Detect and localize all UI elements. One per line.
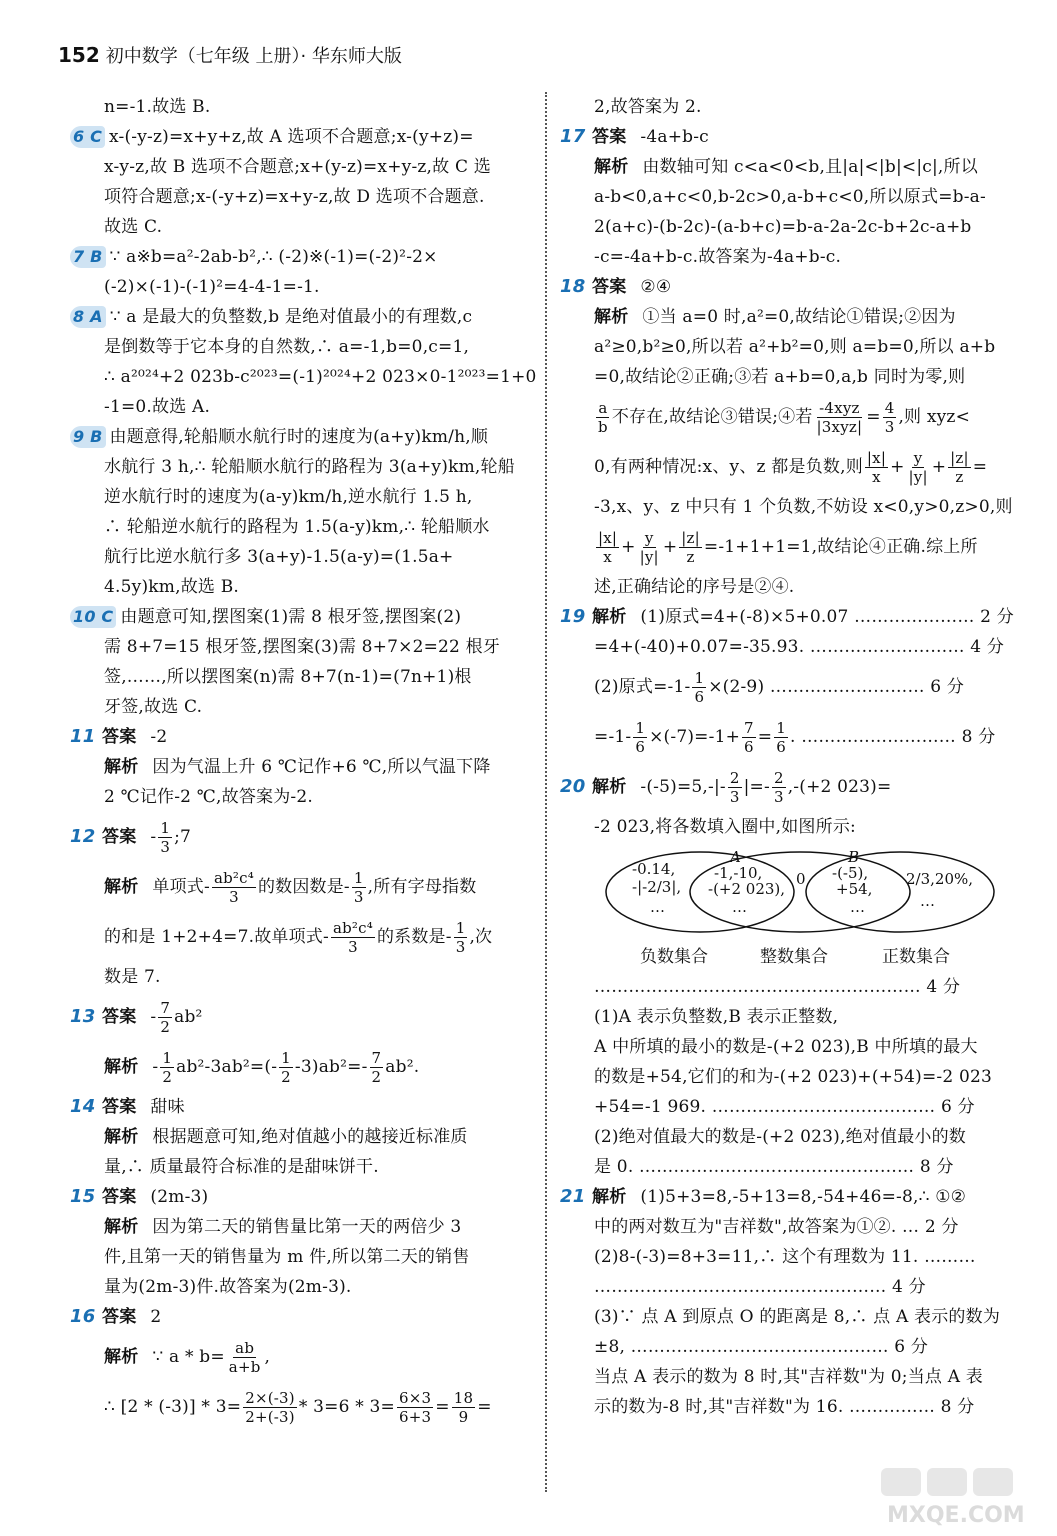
venn-label-a: A bbox=[730, 848, 741, 866]
text-line: 中的两对数互为"吉祥数",故答案为①②. … 2 分 bbox=[594, 1217, 959, 1237]
answer-value: (2m-3) bbox=[150, 1187, 209, 1207]
fraction bbox=[212, 869, 256, 906]
fraction bbox=[774, 719, 788, 756]
numerator: 1 bbox=[776, 719, 786, 737]
text: ,次 bbox=[469, 927, 493, 947]
denominator: 2 bbox=[371, 1068, 382, 1086]
numerator: |z| bbox=[950, 449, 969, 467]
denominator: 9 bbox=[458, 1408, 469, 1426]
text-line: 当点 A 表示的数为 8 时,其"吉祥数"为 0;当点 A 表 bbox=[594, 1367, 983, 1387]
numerator: |x| bbox=[598, 529, 618, 547]
text-line: (-2)×(-1)-(-1)²=4-4-1=-1. bbox=[104, 277, 320, 297]
text: + bbox=[662, 537, 678, 557]
answer-value: 2 bbox=[150, 1307, 162, 1327]
numerator: 1 bbox=[635, 719, 646, 737]
text-line: ∴ 轮船逆水航行的路程为 1.5(a-y)km,∴ 轮船顺水 bbox=[104, 517, 490, 537]
venn-label-b: B bbox=[848, 848, 860, 866]
venn-positive-item: … bbox=[920, 892, 935, 910]
denominator: 3 bbox=[229, 888, 239, 906]
text: ab². bbox=[385, 1057, 420, 1077]
question-number: 21 bbox=[560, 1186, 586, 1207]
text-line: 是倒数等于它本身的自然数,∴ a=-1,b=0,c=1, bbox=[104, 337, 470, 357]
question-number: 14 bbox=[70, 1096, 96, 1117]
denominator: 3 bbox=[884, 418, 895, 436]
fraction bbox=[158, 999, 172, 1036]
denominator: 6 bbox=[694, 688, 705, 706]
text-line: ∵ a※b=a²-2ab-b²,∴ (-2)※(-1)=(-2)²-2× bbox=[109, 247, 438, 267]
fraction bbox=[596, 529, 619, 566]
question-15 bbox=[70, 1182, 510, 1302]
answer-tag: 10 C bbox=[70, 606, 116, 628]
fraction bbox=[158, 819, 172, 856]
text: 单项式- bbox=[152, 877, 210, 897]
text: -3)ab²=- bbox=[294, 1057, 368, 1077]
text: ,所有字母指数 bbox=[367, 877, 477, 897]
fraction bbox=[279, 1049, 293, 1086]
analysis-label: 解析 bbox=[104, 877, 139, 897]
numerator: 18 bbox=[453, 1389, 474, 1407]
text-line: x-(-y-z)=x+y+z,故 A 选项不合题意;x-(y+z)= bbox=[109, 127, 474, 147]
text-line: (2)绝对值最大的数是-(+2 023),绝对值最小的数 bbox=[594, 1127, 967, 1147]
text: = bbox=[866, 407, 881, 427]
denominator: a+b bbox=[228, 1358, 261, 1376]
text-line: 2,故答案为 2. bbox=[594, 97, 702, 117]
right-column bbox=[560, 92, 1025, 1422]
answer-label: 答案 bbox=[102, 1187, 137, 1207]
question-12 bbox=[70, 812, 510, 992]
denominator: x bbox=[603, 548, 612, 566]
text: - bbox=[152, 1057, 159, 1077]
analysis-label: 解析 bbox=[104, 1057, 139, 1077]
text-line: 件,且第一天的销售量为 m 件,所以第二天的销售 bbox=[104, 1247, 470, 1267]
fraction bbox=[679, 529, 702, 566]
numerator: -4xyz bbox=[819, 399, 860, 417]
watermark-text: MXQE.COM bbox=[887, 1503, 1025, 1528]
numerator: 6×3 bbox=[399, 1389, 432, 1407]
text-line: +54=-1 969. ………………………………… 6 分 bbox=[594, 1097, 975, 1117]
text-line: -1=0.故选 A. bbox=[104, 397, 211, 417]
text: = bbox=[757, 727, 773, 747]
text-line: 示的数为-8 时,其"吉祥数"为 16. …………… 8 分 bbox=[594, 1397, 975, 1417]
analysis-label: 解析 bbox=[104, 1217, 139, 1237]
watermark-shape bbox=[881, 1468, 921, 1496]
denominator: 3 bbox=[729, 788, 740, 806]
numerator: 1 bbox=[281, 1049, 291, 1067]
text-line: 4.5y)km,故选 B. bbox=[104, 577, 239, 597]
question-8 bbox=[70, 302, 537, 422]
text: -(-5)=5,-|- bbox=[640, 777, 726, 797]
text: 的和是 1+2+4=7.故单项式- bbox=[104, 927, 329, 947]
denominator: 3 bbox=[353, 888, 364, 906]
fraction bbox=[454, 919, 468, 956]
answer-value: 甜味 bbox=[150, 1097, 185, 1117]
text: 的系数是- bbox=[376, 927, 452, 947]
numerator: 4 bbox=[884, 399, 895, 417]
text: + bbox=[621, 537, 636, 557]
denominator: 6 bbox=[744, 738, 754, 756]
text-line: 需 8+7=15 根牙签,摆图案(3)需 8+7×2=22 根牙 bbox=[104, 637, 501, 657]
watermark-logo bbox=[877, 1464, 1047, 1528]
answer-label: 答案 bbox=[102, 1007, 137, 1027]
numerator: a bbox=[598, 399, 608, 417]
text-line: …………………………………………… 4 分 bbox=[594, 1277, 926, 1297]
text: + bbox=[931, 457, 947, 477]
question-number: 11 bbox=[70, 726, 96, 747]
question-number: 13 bbox=[70, 1006, 96, 1027]
numerator: ab²c⁴ bbox=[213, 869, 254, 887]
numerator: 2 bbox=[729, 769, 740, 787]
question-20 bbox=[560, 762, 1025, 1182]
book-title: 初中数学（七年级 上册）· 华东师大版 bbox=[105, 46, 402, 67]
question-number: 15 bbox=[70, 1186, 96, 1207]
text: ×(-7)=-1+ bbox=[649, 727, 741, 747]
numerator: 7 bbox=[371, 1049, 382, 1067]
question-number: 12 bbox=[70, 826, 96, 847]
watermark-shape bbox=[973, 1468, 1013, 1496]
fraction bbox=[772, 769, 786, 806]
analysis-label: 解析 bbox=[592, 607, 627, 627]
numerator: y bbox=[644, 529, 654, 547]
denominator: 3 bbox=[348, 938, 358, 956]
denominator: 2 bbox=[281, 1068, 291, 1086]
text: + bbox=[890, 457, 905, 477]
text-line: ①当 a=0 时,a²=0,故结论①错误;②因为 bbox=[642, 307, 956, 327]
fraction bbox=[865, 449, 888, 486]
text-line: 故选 C. bbox=[104, 217, 163, 237]
text-line: (2)8-(-3)=8+3=11,∴ 这个有理数为 11. ……… bbox=[594, 1247, 976, 1267]
fraction bbox=[638, 529, 661, 566]
question-11 bbox=[70, 722, 510, 812]
text-line: ∵ a 是最大的负整数,b 是绝对值最小的有理数,c bbox=[109, 307, 473, 327]
answer-label: 答案 bbox=[102, 727, 137, 747]
text-line: 因为气温上升 6 ℃记作+6 ℃,所以气温下降 bbox=[152, 757, 491, 777]
venn-a-item: -1,-10, bbox=[714, 864, 763, 882]
left-column bbox=[70, 92, 537, 1432]
text-line: a-b<0,a+c<0,b-2c>0,a-b+c<0,所以原式=b-a- bbox=[594, 187, 986, 207]
text: 不存在,故结论③错误;④若 bbox=[611, 407, 813, 427]
fraction bbox=[742, 719, 756, 756]
answer-tag: 6 C bbox=[70, 126, 105, 148]
venn-negative-item: … bbox=[650, 898, 665, 916]
text: . ……………………… 8 分 bbox=[789, 727, 996, 747]
denominator: |y| bbox=[908, 468, 928, 486]
text-line: -2 023,将各数填入圈中,如图所示: bbox=[594, 817, 856, 837]
text-line: 项符合题意;x-(-y+z)=x+y-z,故 D 选项不合题意. bbox=[104, 187, 485, 207]
text-line: =0,故结论②正确;③若 a+b=0,a,b 同时为零,则 bbox=[594, 367, 966, 387]
question-17 bbox=[560, 122, 1025, 272]
numerator: 2×(-3) bbox=[245, 1389, 295, 1407]
question-18 bbox=[560, 272, 1025, 602]
text-line: -3,x、y、z 中只有 1 个负数,不妨设 x<0,y>0,z>0,则 bbox=[594, 497, 1013, 517]
numerator: 1 bbox=[455, 919, 466, 937]
fraction bbox=[728, 769, 742, 806]
answer-value: ②④ bbox=[640, 277, 672, 297]
fraction bbox=[692, 669, 706, 706]
text-line: 签,……,所以摆图案(n)需 8+7(n-1)=(7n+1)根 bbox=[104, 667, 472, 687]
question-21 bbox=[560, 1182, 1025, 1422]
text-line: 由题意可知,摆图案(1)需 8 根牙签,摆图案(2) bbox=[120, 607, 462, 627]
venn-zero: 0 bbox=[796, 870, 806, 888]
text-line: 水航行 3 h,∴ 轮船顺水航行的路程为 3(a+y)km,轮船 bbox=[104, 457, 515, 477]
text: ,-(+2 023)= bbox=[787, 777, 892, 797]
question-10 bbox=[70, 602, 510, 722]
venn-diagram bbox=[560, 848, 1025, 968]
answer-value: -2 bbox=[150, 727, 168, 747]
analysis-label: 解析 bbox=[104, 757, 139, 777]
denominator: z bbox=[955, 468, 964, 486]
text-line: 根据题意可知,绝对值越小的越接近标准质 bbox=[152, 1127, 468, 1147]
text-line: 量为(2m-3)件.故答案为(2m-3). bbox=[104, 1277, 352, 1297]
text: * 3=6 * 3= bbox=[298, 1397, 395, 1417]
answer-value: ab² bbox=[174, 1007, 203, 1027]
text-line: 航行比逆水航行多 3(a+y)-1.5(a-y)=(1.5a+ bbox=[104, 547, 454, 567]
numerator: 1 bbox=[160, 819, 171, 837]
answer-value: ;7 bbox=[174, 827, 192, 847]
denominator: 2 bbox=[160, 1018, 171, 1036]
answer-label: 答案 bbox=[102, 1097, 137, 1117]
question-number: 18 bbox=[560, 276, 586, 297]
denominator: 6+3 bbox=[399, 1408, 432, 1426]
analysis-label: 解析 bbox=[104, 1127, 139, 1147]
denominator: z bbox=[686, 548, 695, 566]
denominator: |y| bbox=[639, 548, 659, 566]
text: ,则 xyz< bbox=[898, 407, 971, 427]
fraction bbox=[370, 1049, 384, 1086]
text: ∵ a * b= bbox=[152, 1347, 225, 1367]
text: = bbox=[435, 1397, 450, 1417]
page-header bbox=[58, 42, 402, 72]
text: , bbox=[264, 1347, 271, 1367]
text: =-1- bbox=[594, 727, 632, 747]
answer-label: 答案 bbox=[592, 127, 627, 147]
text: 的数因数是- bbox=[257, 877, 350, 897]
fraction bbox=[452, 1389, 476, 1426]
numerator: 1 bbox=[353, 869, 364, 887]
question-number: 19 bbox=[560, 606, 586, 627]
answer-sign: - bbox=[150, 1007, 157, 1027]
numerator: |z| bbox=[681, 529, 700, 547]
question-9 bbox=[70, 422, 515, 602]
fraction bbox=[948, 449, 971, 486]
text: ∴ [2 * (-3)] * 3= bbox=[104, 1397, 242, 1417]
question-13 bbox=[70, 992, 510, 1092]
watermark-graphic bbox=[877, 1464, 1047, 1528]
question-16 bbox=[70, 1302, 510, 1432]
numerator: 7 bbox=[744, 719, 754, 737]
denominator: x bbox=[872, 468, 881, 486]
venn-a-item: -(+2 023), bbox=[708, 880, 786, 898]
fraction bbox=[883, 399, 897, 436]
text: ab²-3ab²=(- bbox=[176, 1057, 278, 1077]
denominator: 3 bbox=[160, 838, 171, 856]
text-line: =4+(-40)+0.07=-35.93. ……………………… 4 分 bbox=[594, 637, 1005, 657]
venn-b-item: +54, bbox=[836, 880, 873, 898]
denominator: 6 bbox=[776, 738, 786, 756]
fraction bbox=[397, 1389, 433, 1426]
text-line: (1)原式=4+(-8)×5+0.07 ………………… 2 分 bbox=[640, 607, 1014, 627]
text-line: 的数是+54,它们的和为-(+2 023)+(+54)=-2 023 bbox=[594, 1067, 993, 1087]
text-line: 由数轴可知 c<a<0<b,且|a|<|b|<|c|,所以 bbox=[642, 157, 978, 177]
fraction bbox=[633, 719, 647, 756]
page-number: 152 bbox=[58, 43, 100, 67]
text-line: 2 ℃记作-2 ℃,故答案为-2. bbox=[104, 787, 313, 807]
venn-positive-item: 2/3,20%, bbox=[906, 870, 974, 888]
fraction bbox=[160, 1049, 174, 1086]
venn-b-item: … bbox=[850, 898, 865, 916]
analysis-label: 解析 bbox=[594, 307, 629, 327]
numerator: 2 bbox=[773, 769, 784, 787]
venn-negative-item: -0.14, bbox=[632, 860, 676, 878]
numerator: |x| bbox=[866, 449, 887, 467]
text-line: -c=-4a+b-c.故答案为-4a+b-c. bbox=[594, 247, 842, 267]
text-line: 是 0. ………………………………………… 8 分 bbox=[594, 1157, 954, 1177]
text: 0,有两种情况:x、y、z 都是负数,则 bbox=[594, 457, 863, 477]
column-divider bbox=[545, 92, 547, 1492]
text-line: 2(a+c)-(b-2c)-(a-b+c)=b-a-2a-2c-b+2c-a+b bbox=[594, 217, 972, 237]
denominator: 2+(-3) bbox=[245, 1408, 295, 1426]
question-19 bbox=[560, 602, 1025, 762]
denominator: 6 bbox=[635, 738, 646, 756]
question-number: 16 bbox=[70, 1306, 96, 1327]
text-line: 数是 7. bbox=[104, 967, 161, 987]
text-line: x-y-z,故 B 选项不合题意;x+(y-z)=x+y-z,故 C 选 bbox=[104, 157, 491, 177]
analysis-label: 解析 bbox=[592, 1187, 627, 1207]
text-line: a²≥0,b²≥0,所以若 a²+b²=0,则 a=b=0,所以 a+b bbox=[594, 337, 996, 357]
text-line: 逆水航行时的速度为(a-y)km/h,逆水航行 1.5 h, bbox=[104, 487, 473, 507]
denominator: 3 bbox=[773, 788, 784, 806]
caption-integer-set: 整数集合 bbox=[760, 947, 828, 967]
text: ×(2-9) ……………………… 6 分 bbox=[708, 677, 965, 697]
denominator: b bbox=[598, 418, 608, 436]
question-6 bbox=[70, 122, 510, 242]
fraction bbox=[243, 1389, 297, 1426]
answer-tag: 8 A bbox=[70, 306, 106, 328]
venn-a-item: … bbox=[732, 898, 747, 916]
answer-label: 答案 bbox=[102, 827, 137, 847]
fraction bbox=[331, 919, 375, 956]
watermark-shape bbox=[927, 1468, 967, 1496]
numerator: ab²c⁴ bbox=[332, 919, 373, 937]
analysis-label: 解析 bbox=[592, 777, 627, 797]
fraction bbox=[227, 1339, 263, 1376]
text: = bbox=[972, 457, 988, 477]
venn-negative-item: -|-2/3|, bbox=[632, 878, 682, 896]
answer-tag: 7 B bbox=[70, 246, 106, 268]
venn-b-item: -(-5), bbox=[832, 864, 869, 882]
answer-label: 答案 bbox=[592, 277, 627, 297]
question-number: 17 bbox=[560, 126, 586, 147]
analysis-label: 解析 bbox=[104, 1347, 139, 1367]
fraction bbox=[907, 449, 930, 486]
fraction bbox=[815, 399, 865, 436]
denominator: |3xyz| bbox=[816, 418, 863, 436]
text-line: ∴ a²⁰²⁴+2 023b-c²⁰²³=(-1)²⁰²⁴+2 023×0-1²⁰²³=1+0 bbox=[104, 367, 537, 387]
text: |=- bbox=[743, 777, 770, 797]
text: (2)原式=-1- bbox=[594, 677, 691, 697]
text-line: 述,正确结论的序号是②④. bbox=[594, 577, 795, 597]
text-line: n=-1.故选 B. bbox=[104, 97, 211, 117]
numerator: ab bbox=[235, 1339, 255, 1357]
text-line: (1)5+3=8,-5+13=8,-54+46=-8,∴ ①② bbox=[640, 1187, 967, 1207]
question-14 bbox=[70, 1092, 510, 1182]
text-line: 由题意得,轮船顺水航行时的速度为(a+y)km/h,顺 bbox=[109, 427, 489, 447]
question-number: 20 bbox=[560, 776, 586, 797]
text-line: 牙签,故选 C. bbox=[104, 697, 203, 717]
caption-negative-set: 负数集合 bbox=[640, 947, 708, 967]
answer-sign: - bbox=[150, 827, 157, 847]
denominator: 3 bbox=[455, 938, 466, 956]
question-7 bbox=[70, 242, 510, 302]
text-line: 因为第二天的销售量比第一天的两倍少 3 bbox=[152, 1217, 462, 1237]
numerator: 1 bbox=[694, 669, 705, 687]
answer-tag: 9 B bbox=[70, 426, 106, 448]
numerator: y bbox=[913, 449, 923, 467]
denominator: 2 bbox=[162, 1068, 173, 1086]
caption-positive-set: 正数集合 bbox=[882, 947, 950, 967]
answer-label: 答案 bbox=[102, 1307, 137, 1327]
answer-value: -4a+b-c bbox=[640, 127, 709, 147]
text-line: ………………………………………………… 4 分 bbox=[594, 977, 961, 997]
fraction bbox=[352, 869, 366, 906]
fraction bbox=[596, 399, 610, 436]
text: = bbox=[477, 1397, 492, 1417]
analysis-label: 解析 bbox=[594, 157, 629, 177]
numerator: 7 bbox=[160, 999, 171, 1017]
text-line: 量,∴ 质量最符合标准的是甜味饼干. bbox=[104, 1157, 379, 1177]
text: =-1+1+1=1,故结论④正确.综上所 bbox=[703, 537, 978, 557]
text-line: ±8, ……………………………………… 6 分 bbox=[594, 1337, 929, 1357]
text-line: (1)A 表示负整数,B 表示正整数, bbox=[594, 1007, 839, 1027]
numerator: 1 bbox=[162, 1049, 173, 1067]
text-line: A 中所填的最小的数是-(+2 023),B 中所填的最大 bbox=[594, 1037, 978, 1057]
text-line: (3)∵ 点 A 到原点 O 的距离是 8,∴ 点 A 表示的数为 bbox=[594, 1307, 1001, 1327]
